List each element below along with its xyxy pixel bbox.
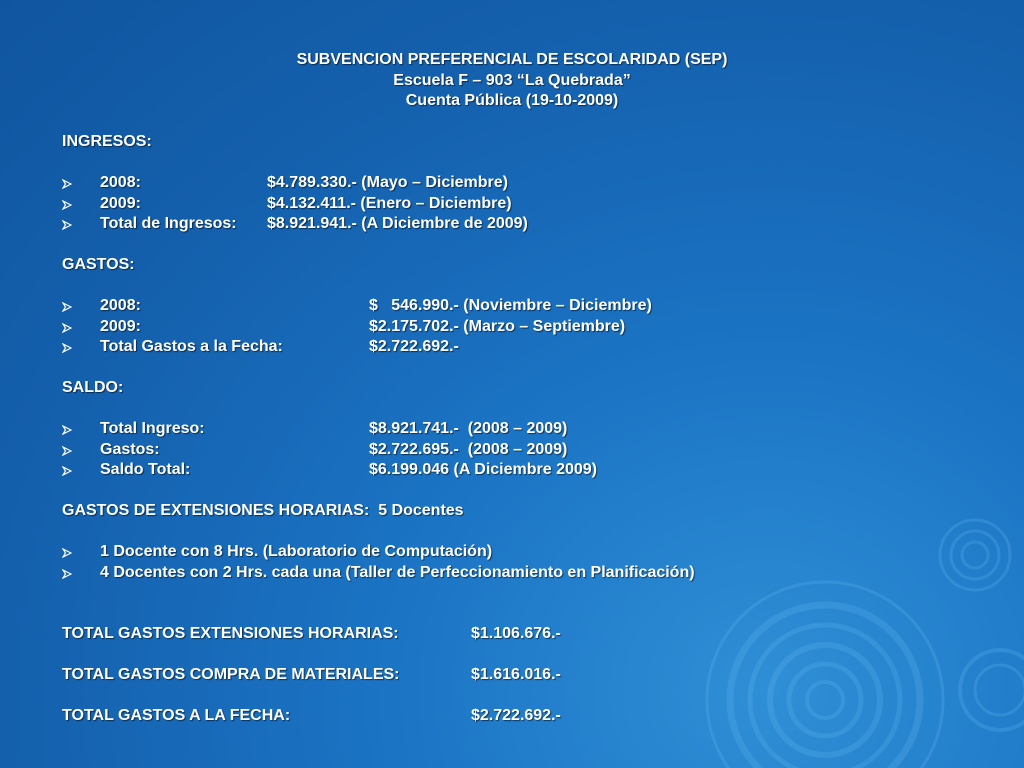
item-label: 2008: — [100, 297, 141, 314]
list-item — [62, 563, 962, 584]
item-label: 2009: — [100, 317, 141, 335]
total-row — [62, 665, 962, 686]
item-value: $6.199.046 (A Diciembre 2009) — [369, 461, 597, 478]
item-value: $4.132.411.- (Enero – Diciembre) — [267, 194, 512, 212]
list-item — [62, 296, 962, 317]
school-name: Escuela F – 903 “La Quebrada” — [393, 71, 631, 89]
item-value: $8.921.741.- (2008 – 2009) — [369, 420, 568, 437]
item-value: $ 546.990.- (Noviembre – Diciembre) — [369, 297, 652, 314]
arrow-bullet-icon — [62, 548, 72, 558]
total-row — [62, 624, 962, 645]
page-title: SUBVENCION PREFERENCIAL DE ESCOLARIDAD (SEP) — [296, 51, 728, 68]
arrow-bullet-icon — [62, 425, 72, 435]
item-label: Total Ingreso: — [100, 420, 205, 437]
arrow-bullet-icon — [62, 179, 72, 189]
item-value: $2.722.695.- (2008 – 2009) — [369, 440, 568, 458]
arrow-bullet-icon — [62, 323, 72, 333]
arrow-bullet-icon — [62, 569, 72, 579]
total-value: $1.616.016.- — [471, 666, 561, 683]
arrow-bullet-icon — [62, 466, 72, 476]
title-block — [62, 50, 962, 112]
gastos-heading: GASTOS: — [62, 256, 135, 273]
list-item — [62, 542, 962, 563]
list-item — [62, 173, 962, 194]
arrow-bullet-icon — [62, 200, 72, 210]
extensiones-heading: GASTOS DE EXTENSIONES HORARIAS: 5 Docentes — [62, 502, 464, 519]
list-item — [62, 419, 962, 440]
total-label: TOTAL GASTOS A LA FECHA: — [62, 707, 291, 724]
item-label: Saldo Total: — [100, 461, 191, 478]
total-value: $1.106.676.- — [471, 625, 561, 642]
arrow-bullet-icon — [62, 302, 72, 312]
item-label: 1 Docente con 8 Hrs. (Laboratorio de Computación) — [100, 543, 493, 560]
item-label: Total de Ingresos: — [100, 215, 237, 232]
ingresos-heading: INGRESOS: — [62, 133, 152, 150]
list-item — [62, 214, 962, 235]
item-value: $2.175.702.- (Marzo – Septiembre) — [369, 317, 626, 335]
item-label: 2008: — [100, 174, 141, 191]
item-value: $4.789.330.- (Mayo – Diciembre) — [267, 174, 509, 191]
slide-content — [62, 50, 962, 727]
arrow-bullet-icon — [62, 446, 72, 456]
list-item — [62, 194, 962, 215]
list-item — [62, 440, 962, 461]
arrow-bullet-icon — [62, 343, 72, 353]
total-label: TOTAL GASTOS COMPRA DE MATERIALES: — [62, 666, 400, 683]
saldo-heading: SALDO: — [62, 379, 124, 396]
report-date: Cuenta Pública (19-10-2009) — [405, 92, 619, 109]
total-label: TOTAL GASTOS EXTENSIONES HORARIAS: — [62, 625, 399, 642]
item-label: Total Gastos a la Fecha: — [100, 338, 283, 355]
item-value: $8.921.941.- (A Diciembre de 2009) — [267, 215, 528, 232]
item-label: 2009: — [100, 194, 141, 212]
total-row — [62, 706, 962, 727]
item-label: 4 Docentes con 2 Hrs. cada una (Taller de Perfeccionamiento en Planificación) — [100, 563, 695, 581]
arrow-bullet-icon — [62, 220, 72, 230]
list-item — [62, 337, 962, 358]
list-item — [62, 460, 962, 481]
total-value: $2.722.692.- — [471, 707, 561, 724]
item-label: Gastos: — [100, 440, 160, 458]
item-value: $2.722.692.- — [369, 338, 459, 355]
list-item — [62, 317, 962, 338]
